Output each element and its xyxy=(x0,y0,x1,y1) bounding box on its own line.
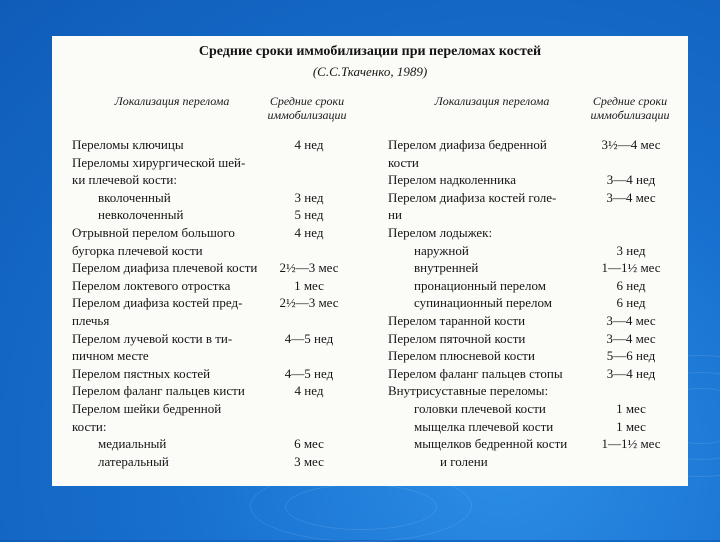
left-row-label: Отрывной перелом большого xyxy=(72,225,235,240)
left-row-duration: 3 нед xyxy=(294,190,324,205)
left-row-label: бугорка плечевой кости xyxy=(72,243,203,258)
left-row-duration: 4 нед xyxy=(294,225,324,240)
right-row-duration: 1—1½ мес xyxy=(601,436,661,451)
left-row-duration xyxy=(264,312,354,330)
header-text: иммобилизации xyxy=(590,108,670,122)
left-row-label: пичном месте xyxy=(72,348,149,363)
right-row-label: кости xyxy=(388,155,419,170)
header-right-duration xyxy=(580,94,680,122)
page-title: Средние сроки иммобилизации при переломах костей xyxy=(198,44,542,59)
right-row-duration xyxy=(580,224,682,242)
header-text: Средние сроки xyxy=(269,94,345,108)
right-row-label: пронационный перелом xyxy=(414,278,546,293)
right-row-duration: 6 нед xyxy=(616,278,646,293)
right-row-label: ни xyxy=(388,207,402,222)
header-text: Средние сроки xyxy=(592,94,668,108)
left-row-label: Перелом диафиза костей пред- xyxy=(72,295,243,310)
left-row-duration: 6 мес xyxy=(294,436,324,451)
left-row-label: Перелом шейки бедренной xyxy=(72,401,222,416)
left-row-label: Перелом фаланг пальцев кисти xyxy=(72,383,245,398)
document-sheet xyxy=(52,36,688,486)
right-row-label: мыщелка плечевой кости xyxy=(414,419,554,434)
right-row-label: и голени xyxy=(440,454,488,469)
left-row-label: Перелом локтевого отростка xyxy=(72,278,231,293)
left-row-label: невколоченный xyxy=(98,207,184,222)
right-row-duration xyxy=(580,382,682,400)
left-row-label: вколоченный xyxy=(98,190,171,205)
header-left-duration xyxy=(262,94,352,122)
left-row-duration: 2½—3 мес xyxy=(279,260,339,275)
right-row-duration: 3—4 мес xyxy=(606,190,656,205)
right-row-duration: 1 мес xyxy=(616,419,646,434)
left-row-label: Перелом пястных костей xyxy=(72,366,211,381)
left-row-duration xyxy=(264,242,354,260)
right-row-label: супинационный перелом xyxy=(414,295,552,310)
right-row-label: головки плечевой кости xyxy=(414,401,546,416)
right-row-label: Перелом диафиза бедренной xyxy=(388,137,547,152)
page-subtitle: (С.С.Ткаченко, 1989) xyxy=(312,64,428,79)
left-row-duration: 1 мес xyxy=(294,278,324,293)
left-row-duration xyxy=(264,418,354,436)
header-left-localization xyxy=(92,94,252,108)
left-row-label: Переломы ключицы xyxy=(72,137,184,152)
right-row-duration: 6 нед xyxy=(616,295,646,310)
left-row-duration: 5 нед xyxy=(294,207,324,222)
right-row-label: Перелом лодыжек: xyxy=(388,225,493,240)
right-row-label: Перелом пяточной кости xyxy=(388,331,526,346)
left-row-duration: 3 мес xyxy=(294,454,324,469)
right-row-duration: 3—4 нед xyxy=(606,172,656,187)
left-row-duration xyxy=(264,400,354,418)
right-row-label: Внутрисуставные переломы: xyxy=(388,383,549,398)
header-text: иммобилизации xyxy=(267,108,347,122)
right-row-label: Перелом таранной кости xyxy=(388,313,526,328)
left-row-duration: 4 нед xyxy=(294,383,324,398)
right-row-duration xyxy=(580,154,682,172)
right-row-label: Перелом плюсневой кости xyxy=(388,348,535,363)
header-text: Локализация перелома xyxy=(434,94,550,108)
right-row-label: внутренней xyxy=(414,260,479,275)
right-row-duration: 3—4 мес xyxy=(606,331,656,346)
right-row-duration: 1 мес xyxy=(616,401,646,416)
right-row-duration: 3—4 нед xyxy=(606,366,656,381)
right-row-duration: 3—4 мес xyxy=(606,313,656,328)
header-right-localization xyxy=(402,94,582,108)
right-row-duration: 1—1½ мес xyxy=(601,260,661,275)
left-row-duration xyxy=(264,171,354,189)
right-row-duration: 5—6 нед xyxy=(606,348,656,363)
right-row-label: Перелом фаланг пальцев стопы xyxy=(388,366,563,381)
left-row-label: кости: xyxy=(72,419,107,434)
left-row-label: Перелом лучевой кости в ти- xyxy=(72,331,233,346)
left-row-duration xyxy=(264,347,354,365)
ripple-decoration xyxy=(285,484,437,530)
left-row-duration xyxy=(264,154,354,172)
right-row-duration: 3½—4 мес xyxy=(601,137,661,152)
left-row-duration: 4—5 нед xyxy=(284,331,334,346)
left-row-duration: 4—5 нед xyxy=(284,366,334,381)
right-row-label: Перелом надколенника xyxy=(388,172,516,187)
left-row-duration: 2½—3 мес xyxy=(279,295,339,310)
left-row-label: плечья xyxy=(72,313,110,328)
right-row-duration xyxy=(580,206,682,224)
left-row-label: Переломы хирургической шей- xyxy=(72,155,246,170)
left-row-label: медиальный xyxy=(98,436,167,451)
right-row-label: мыщелков бедренной кости xyxy=(414,436,568,451)
right-row-label: Перелом диафиза костей голе- xyxy=(388,190,557,205)
right-row-duration: 3 нед xyxy=(616,243,646,258)
header-text: Локализация перелома xyxy=(114,94,230,108)
left-row-label: ки плечевой кости: xyxy=(72,172,177,187)
left-row-label: Перелом диафиза плечевой кости xyxy=(72,260,258,275)
left-row-label: латеральный xyxy=(98,454,169,469)
left-row-duration: 4 нед xyxy=(294,137,324,152)
right-row-duration xyxy=(580,453,682,471)
right-row-label: наружной xyxy=(414,243,469,258)
